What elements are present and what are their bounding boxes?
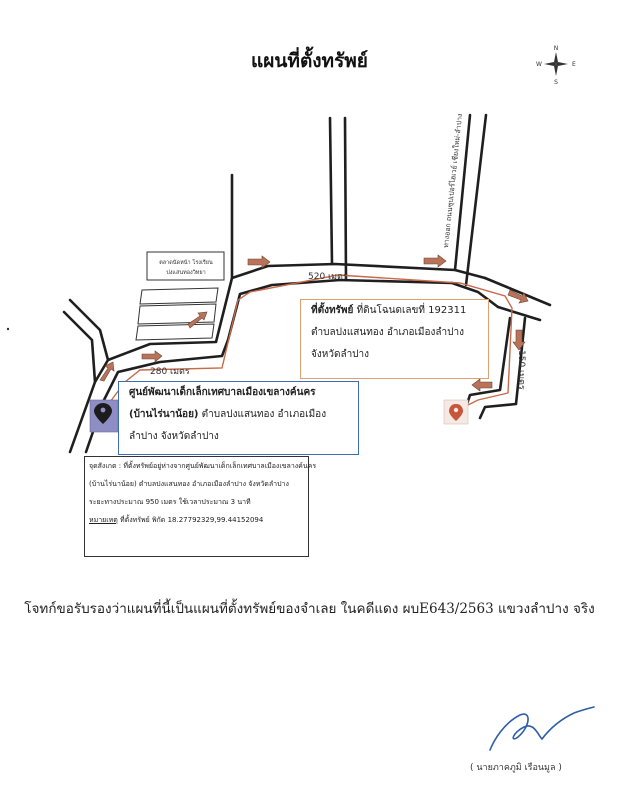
market-label-1: ตลาดนัดหน้า โรงเรียน: [159, 260, 213, 266]
property-deed: ที่ดินโฉนดเลขที่ 192311: [353, 305, 467, 316]
arrow-east-2: [424, 255, 446, 267]
center-address: ตำบลปงแสนทอง อำเภอเมือง: [198, 409, 327, 420]
compass-n: N: [553, 45, 559, 52]
property-line-1: [301, 300, 488, 322]
note-text: ที่ตั้งทรัพย์ พิกัด 18.27792329,99.44152094: [117, 516, 264, 524]
page-title: แผนที่ตั้งทรัพย์: [251, 50, 368, 72]
direction-arrows-2: [328, 220, 330, 230]
center-line-3: ลำปาง จังหวัดลำปาง: [129, 431, 219, 442]
center-info-box: [118, 381, 359, 455]
property-line-3: จังหวัดลำปาง: [311, 349, 370, 360]
center-name: ศูนย์พัฒนาเด็กเล็กเทศบาลเมืองเขลางค์นคร: [129, 387, 316, 398]
note-label: หมายเหตุ: [89, 516, 118, 524]
signature-mark: [482, 705, 597, 755]
property-label: ที่ตั้งทรัพย์: [311, 305, 354, 316]
info-line-1: จุดสังเกต : ที่ตั้งทรัพย์อยู่ห่างจากศูนย์พัฒนาเด็กเล็กเทศบาลเมืองเขลางค์นคร: [89, 462, 317, 470]
compass-s: S: [554, 79, 558, 86]
center-line-1: [119, 382, 358, 404]
arrow-northeast: [188, 312, 207, 328]
info-line-2: (บ้านไร่นาน้อย) ตำบลปงแสนทอง อำเภอเมืองลำปาง จังหวัดลำปาง: [89, 480, 289, 488]
compass-e: E: [572, 61, 576, 68]
info-line-4: [85, 511, 308, 529]
compass-w: W: [536, 61, 542, 68]
info-line-3: ระยะทางประมาณ 950 เมตร ใช้เวลาประมาณ 3 นาที: [89, 498, 251, 506]
arrow-east-3: [142, 351, 162, 362]
market-label-2: ปงแสนทองวิทยา: [166, 270, 206, 276]
property-line-2: ตำบลปงแสนทอง อำเภอเมืองลำปาง: [311, 327, 464, 338]
landmark-info-box: [84, 456, 317, 557]
arrow-west: [472, 379, 492, 391]
signer-name: ( นายภาคภูมิ เรือนมูล ): [470, 763, 562, 773]
distance-right-label: 150 เมตร: [516, 350, 526, 390]
center-subname: (บ้านไร่นาน้อย): [129, 409, 199, 420]
distance-top-label: 520 เมตร: [308, 272, 348, 282]
distance-left-label: 280 เมตร: [150, 367, 190, 377]
center-line-2: [119, 404, 358, 426]
property-info-box: [300, 299, 489, 379]
certification-statement: โจทก์ขอรับรองว่าแผนที่นี้เป็นแผนที่ตั้งทรัพย์ของจำเลย ในคดีแดง ผบE643/2563 แขวงลำปาง จริง: [24, 601, 595, 617]
highway-label: ทางออก ถนนซุปเปอร์ไฮเวย์ เชียงใหม่-ลำปาง: [442, 113, 465, 249]
